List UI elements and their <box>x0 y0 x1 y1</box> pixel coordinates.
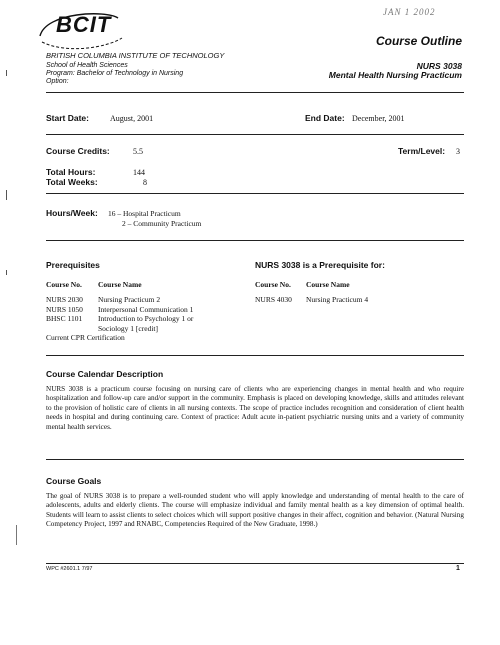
prereq-for-col-name: Course Name <box>306 280 350 289</box>
prereq-no: NURS 1050 <box>46 304 83 314</box>
table-row <box>255 295 368 304</box>
scan-mark <box>6 70 7 76</box>
total-weeks-value: 8 <box>143 178 147 187</box>
table-row <box>46 295 193 343</box>
page-number: 1 <box>456 565 460 572</box>
institute-name: BRITISH COLUMBIA INSTITUTE OF TECHNOLOGY <box>46 51 225 60</box>
course-title: Mental Health Nursing Practicum <box>328 70 462 80</box>
divider <box>46 240 464 241</box>
prereq-no: NURS 2030 <box>46 295 83 304</box>
logo-text: BCIT <box>56 12 112 37</box>
scan-mark <box>6 270 7 275</box>
prereq-for-name: Nursing Practicum 4 <box>306 295 369 304</box>
term-level-value: 3 <box>456 147 460 156</box>
start-date-label: Start Date: <box>46 113 89 123</box>
prereq-for-col-no: Course No. <box>255 280 291 289</box>
school-name: School of Health Sciences <box>46 62 128 69</box>
divider <box>46 355 464 356</box>
hours-week-label: Hours/Week: <box>46 208 98 218</box>
divider <box>46 134 464 135</box>
prereq-no <box>46 324 98 334</box>
course-credits-label: Course Credits: <box>46 146 110 156</box>
prereq-name: Sociology 1 [credit] <box>98 323 158 333</box>
program-name: Program: Bachelor of Technology in Nursing <box>46 70 184 77</box>
total-hours-value: 144 <box>133 168 145 177</box>
divider <box>46 92 464 93</box>
prereq-col-name: Course Name <box>98 280 142 289</box>
footer-divider <box>46 563 464 564</box>
prereq-no: BHSC 1101 <box>46 314 83 323</box>
goals-text: The goal of NURS 3038 is to prepare a well-rounded student who will apply knowledge and understanding of mental health to the care of adolescents, adults and elderly clients. The course will emphasize individual and family mental health as a key dimension of optimal health. Students will learn to assist clients to select choices which will support positive changes in their affect, cognition and behavior. (Natural Nursing Competency Project, 1997 and RNABC, Competencies Required of the New Graduate, 1998.) <box>46 492 464 529</box>
prereq-extra: Current CPR Certification <box>46 333 125 342</box>
start-date-value: August, 2001 <box>110 114 154 123</box>
scan-mark <box>6 190 7 200</box>
option-label: Option: <box>46 78 69 85</box>
prereq-name: Nursing Practicum 2 <box>98 295 161 304</box>
prereq-for-title: NURS 3038 is a Prerequisite for: <box>255 260 385 270</box>
prereq-col-no: Course No. <box>46 280 82 289</box>
received-stamp: JAN 1 2002 <box>383 7 436 17</box>
form-number: WPC #2601.1 7/97 <box>46 566 93 572</box>
course-code: NURS 3038 <box>416 61 462 71</box>
scan-mark <box>16 525 17 545</box>
doc-title: Course Outline <box>375 34 462 48</box>
divider <box>46 193 464 194</box>
prereq-for-no: NURS 4030 <box>255 295 292 304</box>
total-weeks-label: Total Weeks: <box>46 177 98 187</box>
prerequisites-title: Prerequisites <box>46 260 100 270</box>
goals-title: Course Goals <box>46 476 102 486</box>
prereq-name: Introduction to Psychology 1 or <box>98 314 194 323</box>
total-hours-label: Total Hours: <box>46 167 96 177</box>
end-date-value: December, 2001 <box>352 114 405 123</box>
divider <box>46 459 464 460</box>
hours-week-line: 2 – Community Practicum <box>122 219 202 228</box>
prereq-name: Interpersonal Communication 1 <box>98 304 194 314</box>
term-level-label: Term/Level: <box>398 146 446 156</box>
calendar-text: NURS 3038 is a practicum course focusing on nursing care of clients who are experiencing changes in mental health and who require hospitalization and follow-up care and/or support in the community. Emphasis is placed on developing knowledge, skills and attitudes relevant to the provision of holistic care of clients in all nursing contexts. The scope of practice includes recognition and consideration of client health needs in hospital and during continuing care. Context of practice: Adult acute in-patient psychiatric nursing units and a variety of community mental health services. <box>46 385 464 431</box>
calendar-title: Course Calendar Description <box>46 369 164 379</box>
end-date-label: End Date: <box>305 113 345 123</box>
hours-week-line: 16 – Hospital Practicum <box>108 209 181 218</box>
course-credits-value: 5.5 <box>133 147 143 156</box>
